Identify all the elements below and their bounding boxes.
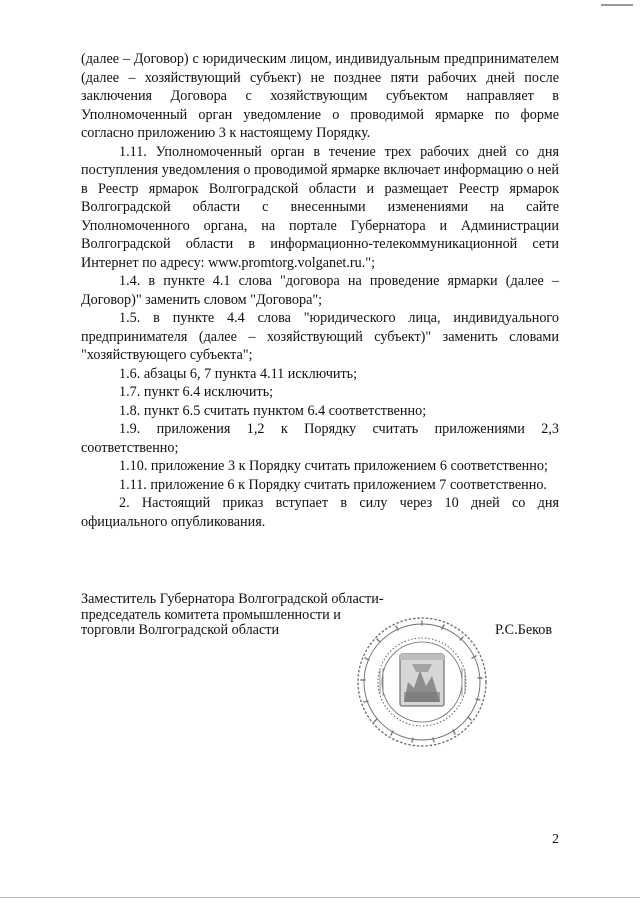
paragraph-1-7: 1.7. пункт 6.4 исключить; <box>119 384 274 400</box>
page-number: 2 <box>552 832 559 847</box>
paragraph-continuation: (далее – Договор) с юридическим лицом, индивидуальным предпринимателем (далее – хозяйствующий субъект) не позднее пяти рабочих дней после заключения Договора с хозяйствующим субъектом направляет в Уполномоченный орган уведомление о проводимой ярмарке по форме согласно приложению 3 к настоящему Порядку. <box>81 51 559 141</box>
paragraph-1-8: 1.8. пункт 6.5 считать пунктом 6.4 соответственно; <box>119 402 427 419</box>
paragraph-1-11-appendix: 1.11. приложение 6 к Порядку считать приложением 7 соответственно. <box>119 476 547 493</box>
paragraph-1-5: 1.5. в пункте 4.4 слова "юридического лица, индивидуального предпринимателя (далее – хозяйствующий субъект)" заменить словами "хозяйствующего субъекта"; <box>81 310 559 363</box>
signatory-name: Р.С.Беков <box>495 622 553 638</box>
signature-title-line-2: председатель комитета промышленности и <box>81 606 341 623</box>
official-seal-stamp <box>352 612 492 752</box>
paragraph-1-9: 1.9. приложения 1,2 к Порядку считать приложениями 2,3 соответственно; <box>81 421 559 456</box>
document-body <box>81 50 559 531</box>
paragraph-1-10: 1.10. приложение 3 к Порядку считать приложением 6 соответственно; <box>119 458 548 474</box>
signature-title-line-1: Заместитель Губернатора Волгоградской области- <box>81 591 384 607</box>
scan-bottom-edge <box>0 897 640 898</box>
paragraph-1-4: 1.4. в пункте 4.1 слова "договора на проведение ярмарки (далее – Договор)" заменить словом "Договора"; <box>81 273 559 308</box>
scan-corner-mark <box>601 4 633 6</box>
paragraph-1-11-registry: 1.11. Уполномоченный орган в течение трех рабочих дней со дня поступления уведомления о проводимой ярмарке включает информацию о ней в Реестр ярмарок Волгоградской области и размещает Реестр ярмарок Волгоградской области с внесенными изменениями на сайте Уполномоченного органа, на портале Губернатора и Администрации Волгоградской области в информационно-телекоммуникационной сети Интернет по адресу: www.promtorg.volganet.ru."; <box>81 143 559 271</box>
signature-title-line-3: торговли Волгоградской области <box>81 622 280 638</box>
paragraph-1-6: 1.6. абзацы 6, 7 пункта 4.11 исключить; <box>119 365 358 382</box>
paragraph-2-effective-date: 2. Настоящий приказ вступает в силу через 10 дней со дня официального опубликования. <box>81 495 559 530</box>
